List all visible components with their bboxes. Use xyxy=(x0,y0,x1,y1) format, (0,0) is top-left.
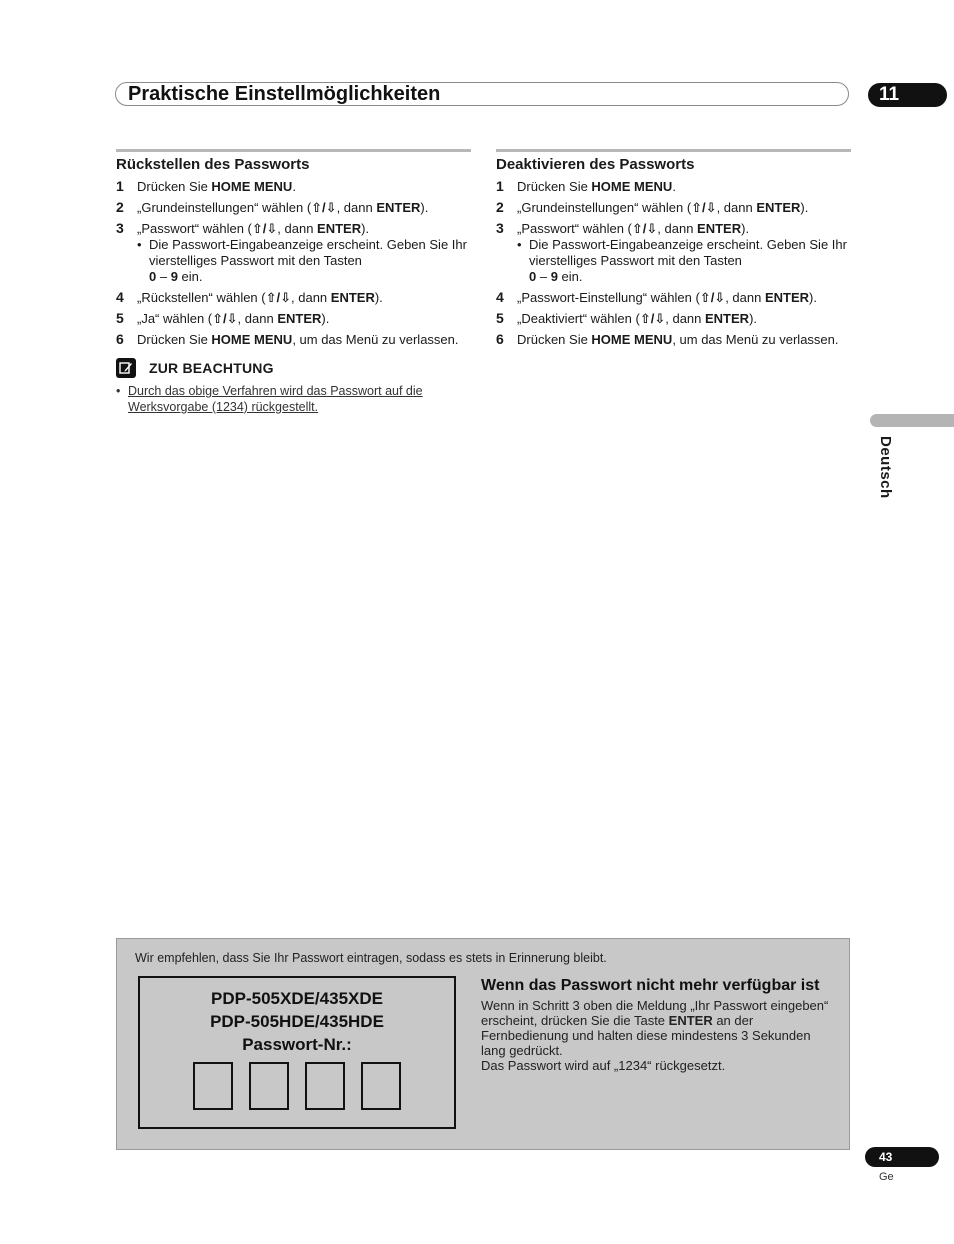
step-text: ). xyxy=(809,290,817,305)
step-3 xyxy=(116,221,471,285)
forgotten-text-part: an der Fernbedienung und halten diese mindestens 3 Sekunden lang gedrückt. xyxy=(481,1013,811,1058)
sub-bullet-text: Die Passwort-Eingabeanzeige erscheint. Geben Sie Ihr vierstelliges Passwort mit den Tasten xyxy=(529,237,847,268)
note-title: ZUR BEACHTUNG xyxy=(149,360,274,376)
section-divider xyxy=(116,149,471,152)
step-text: „Grundeinstellungen“ wählen ( xyxy=(137,200,312,215)
password-digit-box xyxy=(305,1062,345,1110)
step-number: 1 xyxy=(496,178,504,194)
section-disable-password xyxy=(496,149,851,353)
section-reset-password xyxy=(116,149,471,415)
section-heading: Deaktivieren des Passworts xyxy=(496,156,695,173)
step-6 xyxy=(116,332,471,348)
up-down-arrow-icon: ⇧/⇩ xyxy=(212,311,238,326)
step-text: ). xyxy=(374,290,383,305)
model-line: PDP-505XDE/435XDE xyxy=(211,989,383,1008)
password-number-label: Passwort-Nr.: xyxy=(242,1035,352,1054)
step-number: 5 xyxy=(116,310,124,326)
up-down-arrow-icon: ⇧/⇩ xyxy=(265,290,292,305)
key-name: ENTER xyxy=(277,311,322,326)
step-3 xyxy=(496,221,851,285)
key-name: HOME MENU xyxy=(211,332,293,347)
memo-intro-text: Wir empfehlen, dass Sie Ihr Passwort eintragen, sodass es stets in Erinnerung bleibt. xyxy=(135,951,607,965)
password-card xyxy=(138,976,456,1129)
step-text: „Grundeinstellungen“ wählen ( xyxy=(517,200,692,215)
sub-bullet-text: Die Passwort-Eingabeanzeige erscheint. Geben Sie Ihr vierstelliges Passwort mit den Tasten xyxy=(149,237,467,268)
step-text: „Passwort“ wählen ( xyxy=(517,221,632,236)
step-number: 3 xyxy=(496,220,504,236)
step-text: , um das Menü zu verlassen. xyxy=(672,332,839,347)
key-name: ENTER xyxy=(705,311,750,326)
password-memo-box xyxy=(116,938,850,1150)
bullet-mark: • xyxy=(137,237,142,252)
key-name: ENTER xyxy=(330,290,375,305)
step-6 xyxy=(496,332,851,348)
bullet-mark: • xyxy=(116,384,121,398)
password-digit-box xyxy=(193,1062,233,1110)
password-digit-box xyxy=(361,1062,401,1110)
step-text: ). xyxy=(321,311,330,326)
chapter-title: Praktische Einstellmöglichkeiten xyxy=(128,83,441,105)
chapter-number: 11 xyxy=(868,83,947,107)
password-digit-boxes xyxy=(140,1062,454,1110)
step-text: , dann xyxy=(291,290,331,305)
key-name: ENTER xyxy=(764,290,810,305)
sub-bullet-text: – xyxy=(536,269,551,284)
step-text: „Passwort-Einstellung“ wählen ( xyxy=(517,290,700,305)
step-text: Drücken Sie xyxy=(517,332,592,347)
model-line: PDP-505HDE/435HDE xyxy=(210,1012,384,1031)
step-text: „Ja“ wählen ( xyxy=(137,311,213,326)
key-name: 0 xyxy=(529,269,537,284)
step-number: 1 xyxy=(116,178,124,194)
key-name: HOME MENU xyxy=(591,179,673,194)
step-2 xyxy=(496,200,851,216)
step-number: 2 xyxy=(116,199,124,215)
step-text: „Rückstellen“ wählen ( xyxy=(137,290,266,305)
step-number: 4 xyxy=(496,289,504,305)
step-number: 2 xyxy=(496,199,504,215)
note-heading xyxy=(116,358,471,378)
language-tab xyxy=(870,414,954,427)
step-number: 6 xyxy=(496,331,504,347)
step-text: ). xyxy=(800,200,809,215)
forgotten-password-text xyxy=(481,998,835,1073)
key-name: ENTER xyxy=(756,200,801,215)
forgotten-password-section xyxy=(481,976,835,1073)
key-name: HOME MENU xyxy=(591,332,673,347)
step-4 xyxy=(116,290,471,306)
step-1 xyxy=(116,179,471,195)
language-code: Ge xyxy=(879,1171,894,1183)
key-name: HOME MENU xyxy=(211,179,293,194)
step-text: ). xyxy=(420,200,429,215)
step-5 xyxy=(116,311,471,327)
note-item xyxy=(116,383,471,415)
step-text: , dann xyxy=(237,311,278,326)
up-down-arrow-icon: ⇧/⇩ xyxy=(699,290,726,305)
step-text: Drücken Sie xyxy=(137,332,212,347)
key-name: ENTER xyxy=(376,200,421,215)
step-number: 4 xyxy=(116,289,124,305)
step-text: . xyxy=(672,179,676,194)
step-text: Drücken Sie xyxy=(137,179,212,194)
note-text: Durch das obige Verfahren wird das Passwort auf die xyxy=(128,384,423,398)
step-text: ). xyxy=(361,221,370,236)
page-number: 43 xyxy=(865,1147,939,1167)
key-name: ENTER xyxy=(317,221,362,236)
step-text: , um das Menü zu verlassen. xyxy=(292,332,459,347)
sub-bullet-text: – xyxy=(156,269,171,284)
key-name: ENTER xyxy=(697,221,742,236)
note-text: Werksvorgabe (1234) rückgestellt. xyxy=(128,400,319,414)
step-text: , dann xyxy=(665,311,705,326)
step-sub-bullet xyxy=(137,237,471,285)
step-1 xyxy=(496,179,851,195)
step-text: , dann xyxy=(657,221,698,236)
forgotten-password-title: Wenn das Passwort nicht mehr verfügbar ist xyxy=(481,977,820,994)
step-text: . xyxy=(292,179,296,194)
section-divider xyxy=(496,149,851,152)
up-down-arrow-icon: ⇧/⇩ xyxy=(639,311,666,326)
step-4 xyxy=(496,290,851,306)
up-down-arrow-icon: ⇧/⇩ xyxy=(311,200,337,215)
sub-bullet-text: ein. xyxy=(177,269,203,284)
step-text: , dann xyxy=(277,221,318,236)
forgotten-text-part: Das Passwort wird auf „1234“ rückgesetzt. xyxy=(481,1058,726,1073)
step-text: Drücken Sie xyxy=(517,179,592,194)
step-text: „Deaktiviert“ wählen ( xyxy=(517,311,640,326)
forgotten-text-part: Wenn in Schritt 3 oben die Meldung „Ihr Passwort eingeben“ erscheint, drücken Sie die Taste xyxy=(481,998,829,1028)
note-pencil-icon xyxy=(116,358,136,378)
step-number: 6 xyxy=(116,331,124,347)
step-text: , dann xyxy=(725,290,765,305)
sub-bullet-text: ein. xyxy=(557,269,583,284)
step-text: , dann xyxy=(336,200,377,215)
step-text: , dann xyxy=(716,200,757,215)
section-heading: Rückstellen des Passworts xyxy=(116,156,310,173)
step-text: ). xyxy=(749,311,758,326)
step-text: „Passwort“ wählen ( xyxy=(137,221,252,236)
bullet-mark: • xyxy=(517,237,522,252)
up-down-arrow-icon: ⇧/⇩ xyxy=(691,200,717,215)
key-name: 0 xyxy=(149,269,157,284)
step-5 xyxy=(496,311,851,327)
step-2 xyxy=(116,200,471,216)
password-digit-box xyxy=(249,1062,289,1110)
language-tab-label: Deutsch xyxy=(877,436,894,499)
key-name: ENTER xyxy=(668,1013,713,1028)
step-number: 5 xyxy=(496,310,504,326)
up-down-arrow-icon: ⇧/⇩ xyxy=(251,221,278,236)
key-name: 9 xyxy=(170,269,178,284)
step-number: 3 xyxy=(116,220,124,236)
chapter-header-bar xyxy=(115,82,849,106)
key-name: 9 xyxy=(550,269,558,284)
up-down-arrow-icon: ⇧/⇩ xyxy=(631,221,658,236)
step-sub-bullet xyxy=(517,237,851,285)
step-text: ). xyxy=(741,221,750,236)
